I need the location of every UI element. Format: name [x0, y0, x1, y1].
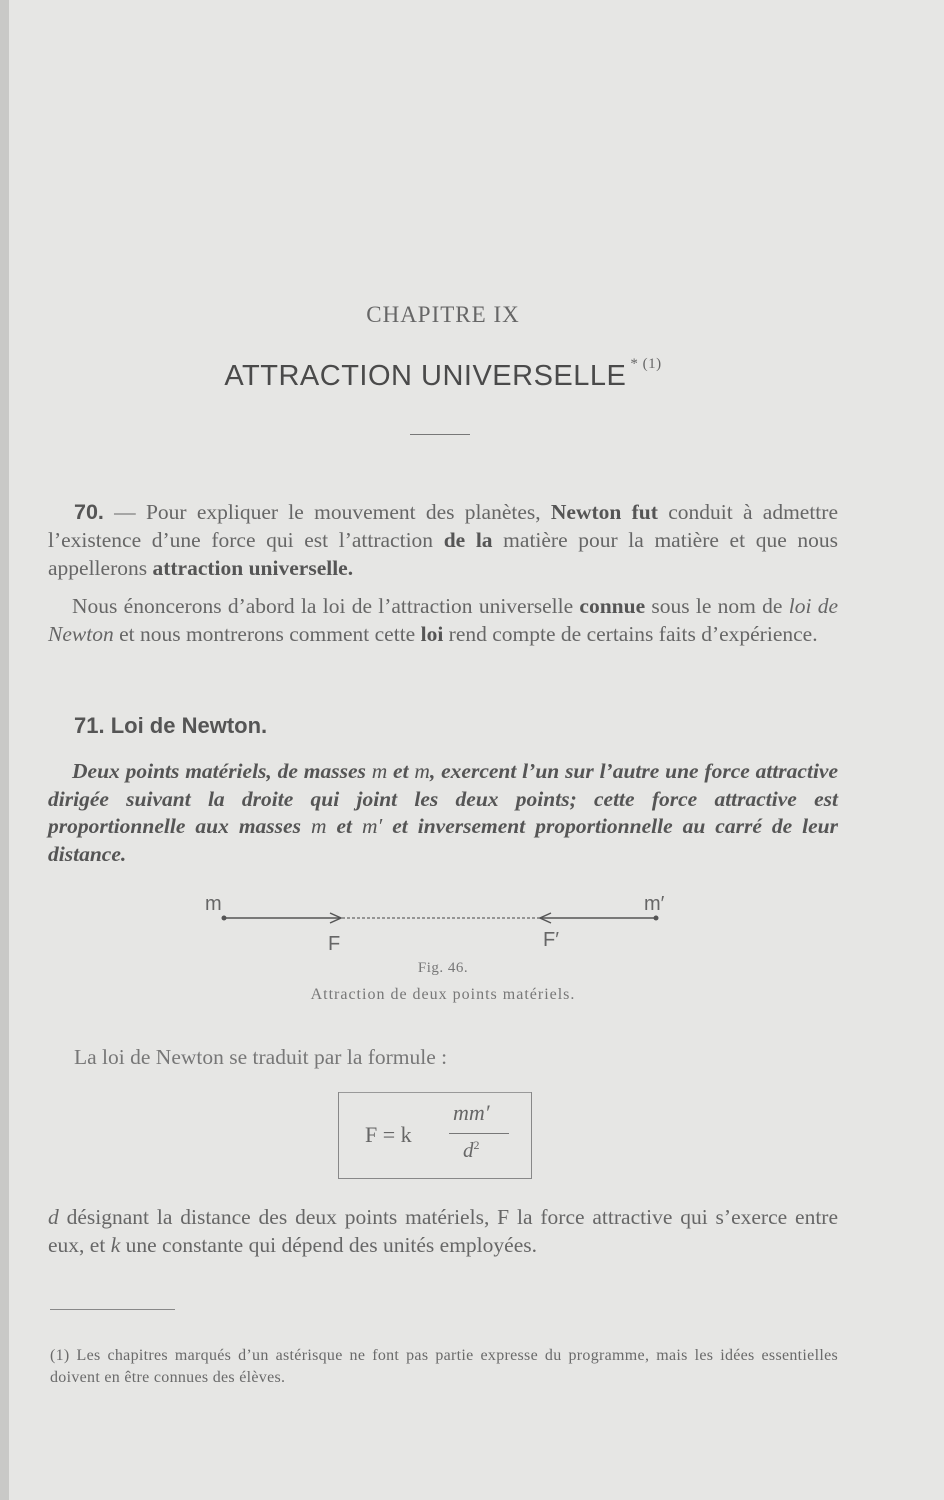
title-divider [410, 434, 470, 435]
fraction-bar [449, 1133, 509, 1134]
var-d: d [48, 1205, 59, 1229]
formula-intro: La loi de Newton se traduit par la formule : [74, 1045, 448, 1069]
figure-caption: Attraction de deux points matériels. [310, 986, 576, 1003]
text-run: une constante qui dépend des unités employées. [120, 1233, 537, 1257]
var-m-prime: m′ [362, 814, 383, 838]
text-run: sous le nom de [645, 594, 789, 618]
text-run-bold: loi [420, 622, 444, 646]
text-run-bold: connue [579, 594, 646, 618]
label-F: F [328, 933, 341, 955]
formula-denominator [463, 1138, 480, 1163]
text-run-bold: Newton fut [550, 500, 658, 524]
var-m: m [414, 759, 430, 783]
formula-lhs: F = k [365, 1122, 412, 1147]
footnote: (1) Les chapitres marqués d’un astérisque ne font pas partie expresse du programme, mais les idées essentielles doivent en être connues des élèves. [50, 1347, 838, 1386]
text-run: Deux points matériels, de masses [72, 759, 372, 783]
footnote-divider [50, 1309, 175, 1310]
formula-box [338, 1092, 532, 1179]
var-m: m [371, 759, 388, 783]
text-run: et inversement proportionnelle au carré de leur distance. [48, 814, 838, 866]
formula-definition [48, 1203, 838, 1259]
text-run: , exercent l’un sur l’autre une force attractive dirigée suivant la droite qui joint les deux points; cette force attractive est proportionnelle aux masses [48, 759, 838, 838]
text-run: rend compte de certains faits d’expérience. [443, 622, 818, 646]
newton-law-statement [48, 758, 838, 868]
var-k: k [110, 1233, 121, 1257]
section-number-70: 70. [74, 500, 104, 524]
text-run: désignant la distance des deux points matériels, F la force attractive qui s’exerce entre eux, et [48, 1205, 838, 1257]
text-run: conduit à admettre l’existence d’une force qui est l’attraction [48, 500, 838, 552]
section-heading-71: 71. Loi de Newton. [74, 713, 268, 738]
label-m-prime: m′ [644, 893, 665, 915]
formula-box-top [339, 1092, 531, 1093]
text-run: matière pour la matière et que nous appellerons [48, 528, 838, 580]
page-edge-shadow [0, 0, 9, 1500]
text-run: et nous montrerons comment cette [113, 622, 421, 646]
var-m: m [310, 814, 327, 838]
text-run-bold: de la [443, 528, 493, 552]
text-run-bold: attraction universelle. [152, 556, 354, 580]
paragraph-70 [48, 498, 838, 582]
footnote-marker: * (1) [630, 356, 662, 373]
text-run: et [387, 759, 415, 783]
text-run: — Pour expliquer le mouvement des planètes, [103, 500, 551, 524]
denominator-var: d [463, 1138, 474, 1162]
chapter-title-text: ATTRACTION UNIVERSELLE [224, 360, 627, 392]
denominator-exponent: 2 [473, 1138, 480, 1152]
figure-46 [0, 888, 944, 958]
paragraph-70-continued [48, 592, 838, 648]
formula-numerator: mm′ [453, 1100, 490, 1125]
chapter-title [0, 356, 886, 393]
label-m: m [205, 893, 222, 915]
text-run: Nous énoncerons d’abord la loi de l’attraction universelle [72, 594, 580, 618]
label-F-prime: F′ [543, 929, 559, 951]
figure-number: Fig. 46. [417, 960, 469, 976]
text-run: et [326, 814, 362, 838]
text-run-italic: loi de Newton [48, 594, 838, 646]
chapter-label: CHAPITRE IX [366, 302, 520, 327]
